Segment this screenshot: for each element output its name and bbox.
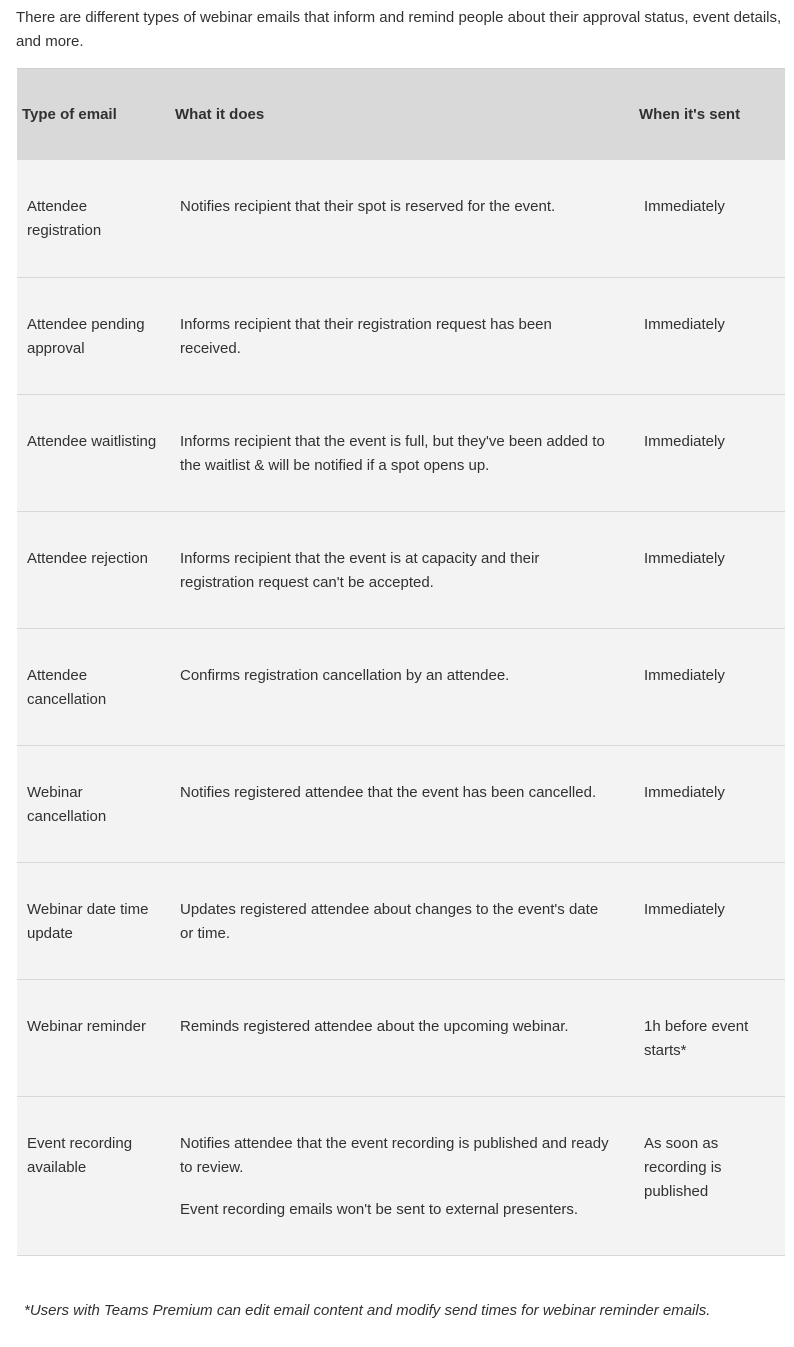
cell-description: Confirms registration cancellation by an attendee.: [180, 666, 510, 684]
cell-what-it-does: [169, 277, 616, 394]
cell-when-sent: Immediately: [616, 745, 785, 862]
table-row: [17, 1096, 785, 1255]
table-row: [17, 745, 785, 862]
table-row: [17, 862, 785, 979]
cell-description: Notifies registered attendee that the event has been cancelled.: [180, 783, 597, 801]
cell-what-it-does: [169, 394, 616, 511]
table-row: [17, 394, 785, 511]
cell-email-type: Event recording available: [17, 1096, 169, 1255]
table-row: [17, 160, 785, 277]
cell-description: Notifies recipient that their spot is reserved for the event.: [180, 198, 556, 215]
table-row: [17, 628, 785, 745]
cell-email-type: Webinar reminder: [17, 979, 169, 1096]
cell-description: Informs recipient that the event is at capacity and their registration request can't be accepted.: [180, 549, 540, 591]
table-row: [17, 277, 785, 394]
cell-what-it-does: [169, 511, 616, 628]
table-header: [17, 69, 785, 161]
cell-email-type: Webinar date time update: [17, 862, 169, 979]
cell-email-type: Webinar cancellation: [17, 745, 169, 862]
table-body: [17, 160, 785, 1255]
table-header-row: [17, 69, 785, 161]
cell-what-it-does: [169, 745, 616, 862]
cell-when-sent: Immediately: [616, 628, 785, 745]
cell-email-type: Attendee pending approval: [17, 277, 169, 394]
cell-description: Informs recipient that their registration request has been received.: [180, 315, 552, 357]
cell-description: Informs recipient that the event is full, but they've been added to the waitlist & will be notified if a spot opens up.: [180, 432, 605, 474]
cell-email-type: Attendee registration: [17, 160, 169, 277]
cell-email-type: Attendee rejection: [17, 511, 169, 628]
cell-description: Notifies attendee that the event recording is published and ready to review.: [180, 1134, 609, 1176]
cell-description: Updates registered attendee about changes to the event's date or time.: [180, 900, 599, 942]
header-what-it-does: What it does: [169, 69, 616, 161]
cell-when-sent: Immediately: [616, 511, 785, 628]
cell-when-sent: As soon as recording is published: [616, 1096, 785, 1255]
cell-note: Event recording emails won't be sent to external presenters.: [180, 1200, 579, 1218]
intro-text: There are different types of webinar emails that inform and remind people about their approval status, event details, and more.: [16, 9, 782, 50]
cell-email-type: Attendee waitlisting: [17, 394, 169, 511]
cell-when-sent: Immediately: [616, 394, 785, 511]
cell-what-it-does: [169, 1096, 616, 1255]
header-type-of-email: Type of email: [17, 69, 169, 161]
header-when-its-sent: When it's sent: [616, 69, 785, 161]
cell-when-sent: Immediately: [616, 160, 785, 277]
cell-when-sent: Immediately: [616, 862, 785, 979]
cell-when-sent: 1h before event starts*: [616, 979, 785, 1096]
cell-when-sent: Immediately: [616, 277, 785, 394]
cell-what-it-does: [169, 160, 616, 277]
cell-email-type: Attendee cancellation: [17, 628, 169, 745]
webinar-email-types-table: [17, 68, 785, 1256]
cell-what-it-does: [169, 628, 616, 745]
footnote: *Users with Teams Premium can edit email content and modify send times for webinar reminder emails.: [24, 1302, 711, 1319]
cell-description: Reminds registered attendee about the upcoming webinar.: [180, 1017, 569, 1035]
table-row: [17, 511, 785, 628]
cell-what-it-does: [169, 979, 616, 1096]
table-row: [17, 979, 785, 1096]
cell-what-it-does: [169, 862, 616, 979]
